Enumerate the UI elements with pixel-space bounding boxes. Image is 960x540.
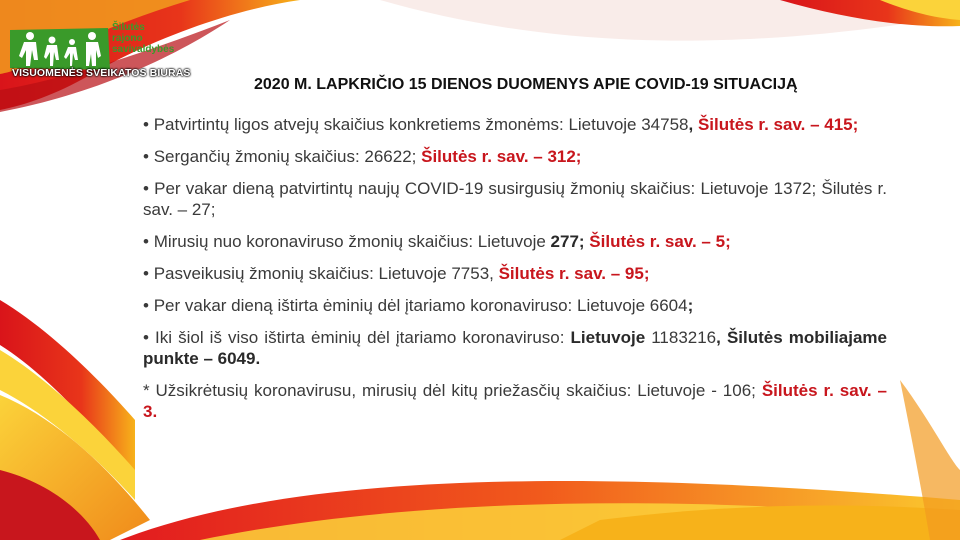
list-item	[143, 327, 887, 369]
item-highlight: Šilutės r. sav. – 95;	[498, 264, 650, 283]
item-text: Pasveikusių žmonių skaičius: Lietuvoje 7753,	[153, 264, 499, 283]
list-item	[143, 114, 887, 135]
item-highlight: Šilutės r. sav. – 312;	[421, 147, 582, 166]
item-highlight: Šilutės r. sav. – 415;	[693, 115, 859, 134]
logo-name	[112, 22, 202, 55]
stats-list	[143, 114, 887, 433]
item-text: Sergančių žmonių skaičius: 26622;	[153, 147, 422, 166]
logo-name-line: Šilutės	[112, 22, 145, 33]
family-figures-icon	[10, 22, 110, 72]
item-text: Mirusių nuo koronaviruso žmonių skaičius: Lietuvoje	[153, 232, 551, 251]
item-text: Per vakar dieną patvirtintų naujų COVID-19 susirgusių žmonių skaičius: Lietuvoje 1372; Šilutės r. sav. – 27;	[143, 179, 887, 219]
bullet: •	[143, 264, 149, 283]
bullet: •	[143, 328, 149, 347]
item-text: Per vakar dieną ištirta ėminių dėl įtariamo koronaviruso: Lietuvoje 6604	[153, 296, 688, 315]
bullet: •	[143, 147, 149, 166]
list-item-note	[143, 380, 887, 422]
list-item	[143, 231, 887, 252]
list-item	[143, 295, 887, 316]
logo-name-line: savivaldybės	[112, 44, 175, 55]
bullet: •	[143, 296, 149, 315]
list-item	[143, 178, 887, 220]
logo	[6, 22, 206, 84]
item-text: , Šilutės mobiliajame punkte – 6049.	[143, 328, 888, 368]
logo-name-line: rajono	[112, 33, 143, 44]
item-text: ;	[687, 296, 694, 315]
bullet: •	[143, 232, 149, 251]
list-item	[143, 263, 887, 284]
list-item	[143, 146, 887, 167]
item-text: 1183216	[645, 328, 717, 347]
bullet: •	[143, 115, 149, 134]
item-highlight: Šilutės r. sav. – 3.	[143, 381, 887, 421]
page-title: 2020 M. LAPKRIČIO 15 DIENOS DUOMENYS APIE COVID-19 SITUACIJĄ	[254, 76, 798, 93]
item-highlight: Šilutės r. sav. – 5;	[589, 232, 731, 251]
item-text: Patvirtintų ligos atvejų skaičius konkretiems žmonėms: Lietuvoje 34758	[153, 115, 689, 134]
item-text: Iki šiol iš viso ištirta ėminių dėl įtariamo koronaviruso:	[155, 328, 571, 347]
item-text: Lietuvoje	[570, 328, 646, 347]
bullet: •	[143, 179, 149, 198]
logo-org-name: VISUOMENĖS SVEIKATOS BIURAS	[12, 67, 191, 79]
item-text: ,	[688, 115, 694, 134]
item-text: 277;	[550, 232, 590, 251]
item-text: * Užsikrėtusių koronavirusu, mirusių dėl kitų priežasčių skaičius: Lietuvoje - 106;	[143, 381, 762, 400]
